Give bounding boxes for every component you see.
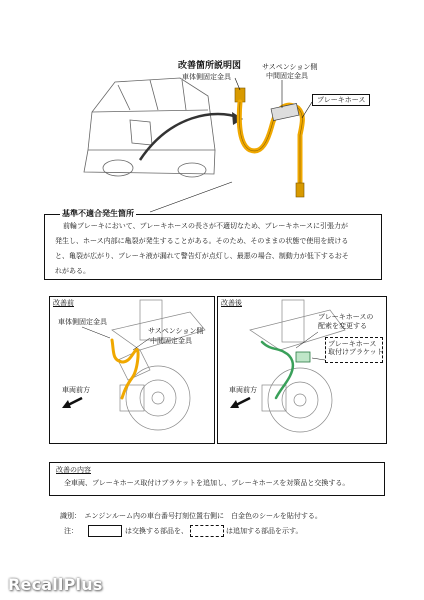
defect-heading: 基準不適合発生箇所 bbox=[62, 209, 134, 218]
defect-line: 前輪ブレーキにおいて、ブレーキホースの長さが不適切なため、ブレーキホースに引張力が bbox=[63, 222, 349, 230]
note-prefix: 注： bbox=[64, 527, 78, 535]
content-heading: 改善の内容 bbox=[56, 466, 91, 474]
label-mid-fitting: 中間固定金具 bbox=[266, 72, 308, 80]
content-text: 全車両、ブレーキホース取付けブラケットを追加し、ブレーキホースを対策品と交換する。 bbox=[64, 479, 350, 488]
watermark-logo: RecallPlus bbox=[8, 575, 103, 594]
content-box bbox=[49, 462, 385, 496]
before-heading: 改善前 bbox=[53, 299, 74, 307]
diagram-title: 改善箇所説明図 bbox=[178, 61, 242, 71]
defect-line: 発生し、ホース内部に亀裂が発生することがある。そのため、そのままの状態で使用を続ける bbox=[55, 237, 349, 245]
before-label-body-fitting: 車体側固定金具 bbox=[58, 318, 107, 326]
after-note-line2: 配索を変更する bbox=[318, 322, 367, 330]
label-brake-hose: ブレーキホース bbox=[312, 94, 370, 106]
before-label-susp-side: サスペンション側 bbox=[148, 327, 204, 335]
after-label-forward: 車両前方 bbox=[229, 386, 257, 394]
legend-exchanged-box bbox=[88, 525, 122, 537]
before-hose bbox=[112, 340, 138, 398]
label-body-fitting: 車体側固定金具 bbox=[182, 73, 231, 81]
note-added: は追加する部品を示す。 bbox=[226, 527, 303, 535]
before-label-forward: 車両前方 bbox=[62, 386, 90, 394]
legend-added-box bbox=[190, 525, 224, 537]
note-exchanged: は交換する部品を、 bbox=[125, 527, 188, 535]
after-bracket bbox=[296, 352, 310, 362]
after-bracket-label-box bbox=[325, 337, 383, 363]
label-susp-side: サスペンション側 bbox=[262, 63, 318, 71]
defect-line: れがある。 bbox=[55, 267, 90, 275]
after-note-line1: ブレーキホースの bbox=[318, 313, 374, 321]
after-bracket-line2: 取付けブラケット bbox=[328, 348, 384, 357]
after-bracket-line1: ブレーキホース bbox=[328, 340, 377, 348]
after-heading: 改善後 bbox=[221, 299, 242, 307]
before-suspension bbox=[112, 300, 205, 430]
before-label-mid-fitting: 中間固定金具 bbox=[150, 337, 192, 345]
defect-line: と、亀裂が広がり、ブレーキ液が漏れて警告灯が点灯し、最悪の場合、制動力が低下するおそ bbox=[55, 252, 349, 260]
identification-text: 識別： エンジンルーム内の車台番号打刻位置右側に 白金色のシールを貼付する。 bbox=[60, 512, 322, 520]
